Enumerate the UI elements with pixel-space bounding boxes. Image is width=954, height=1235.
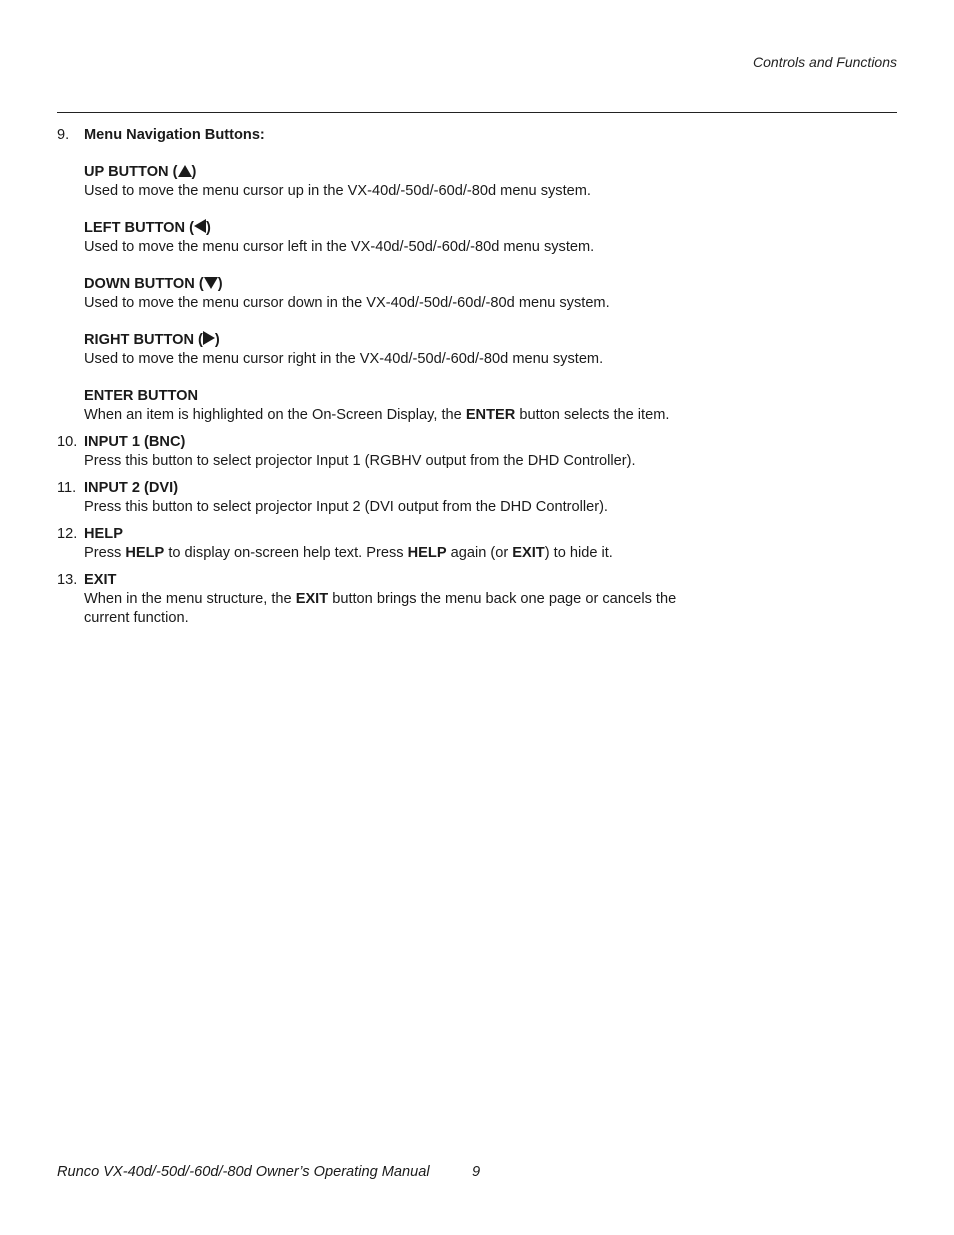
list-item-11 <box>57 479 677 517</box>
item-description: Press this button to select projector Input 2 (DVI output from the DHD Controller). <box>84 499 608 515</box>
sub-item-title: LEFT BUTTON ( ) <box>84 220 211 236</box>
item-number: 12. <box>57 526 78 542</box>
item-title: INPUT 1 (BNC) <box>84 434 186 450</box>
item-description: Press HELP to display on-screen help text. Press HELP again (or EXIT) to hide it. <box>84 545 613 561</box>
sub-item-down-button <box>84 275 677 313</box>
document-body <box>57 126 677 628</box>
sub-item-description: Used to move the menu cursor down in the VX-40d/-50d/-60d/-80d menu system. <box>84 295 610 311</box>
item-number: 10. <box>57 434 78 450</box>
list-item-13 <box>57 571 677 628</box>
item-description: When in the menu structure, the EXIT button brings the menu back one page or cancels the current function. <box>84 591 677 626</box>
item-title: HELP <box>84 526 123 542</box>
sub-item-left-button <box>84 219 677 257</box>
down-triangle-icon <box>204 277 218 289</box>
list-item-10 <box>57 433 677 471</box>
sub-item-title: RIGHT BUTTON ( ) <box>84 332 220 348</box>
sub-item-up-button <box>84 163 677 201</box>
header-divider <box>57 112 897 113</box>
item-title: INPUT 2 (DVI) <box>84 480 179 496</box>
sub-item-description: When an item is highlighted on the On-Screen Display, the ENTER button selects the item. <box>84 407 670 423</box>
running-header: Controls and Functions <box>753 54 897 70</box>
sub-item-title: ENTER BUTTON <box>84 388 199 404</box>
up-triangle-icon <box>178 165 192 177</box>
item-number: 9. <box>57 127 70 143</box>
item-number: 13. <box>57 572 78 588</box>
sub-item-right-button <box>84 331 677 369</box>
sub-item-description: Used to move the menu cursor left in the VX-40d/-50d/-60d/-80d menu system. <box>84 239 595 255</box>
sub-item-title: UP BUTTON ( ) <box>84 164 197 180</box>
sub-item-enter-button <box>84 387 677 425</box>
list-item-12 <box>57 525 677 563</box>
page-number: 9 <box>472 1164 481 1180</box>
right-triangle-icon <box>203 331 215 345</box>
left-triangle-icon <box>194 219 206 233</box>
item-title: EXIT <box>84 572 117 588</box>
item-description: Press this button to select projector Input 1 (RGBHV output from the DHD Controller). <box>84 453 636 469</box>
sub-item-title: DOWN BUTTON ( ) <box>84 276 223 292</box>
item-title: Menu Navigation Buttons: <box>84 127 265 143</box>
list-item-9 <box>57 126 677 425</box>
sub-item-description: Used to move the menu cursor right in the VX-40d/-50d/-60d/-80d menu system. <box>84 351 604 367</box>
sub-item-description: Used to move the menu cursor up in the VX-40d/-50d/-60d/-80d menu system. <box>84 183 591 199</box>
item-number: 11. <box>57 480 77 496</box>
footer-manual-title: Runco VX-40d/-50d/-60d/-80d Owner’s Operating Manual <box>57 1164 430 1180</box>
